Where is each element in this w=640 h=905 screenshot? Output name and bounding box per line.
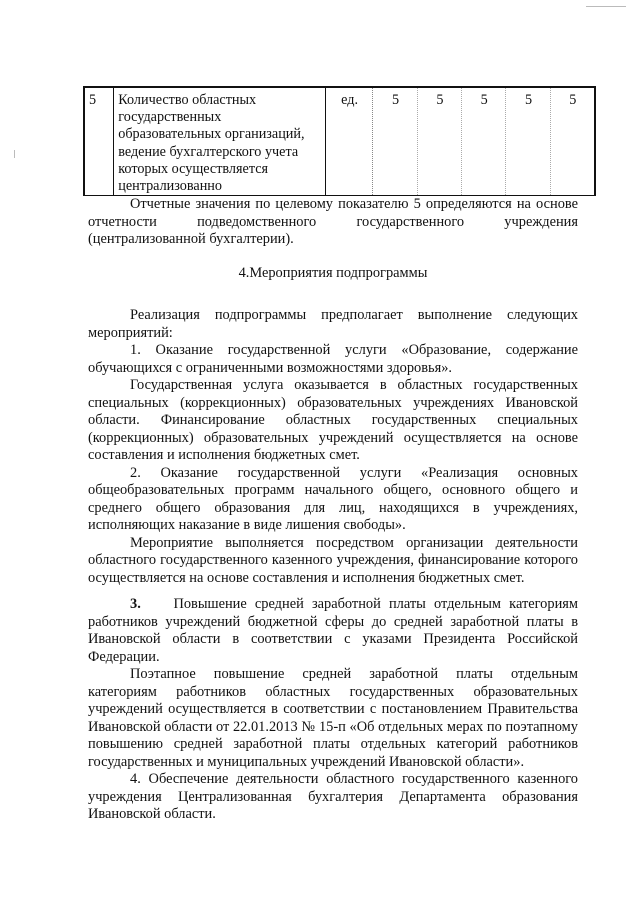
- item-3-description: Поэтапное повышение средней заработной платы отдельным категориям работников областных государственных образовательных учреждений осуществляется в соответствии с постановлением Правительства Ивановской области от 22.01.2013 № 15-п «Об отдельных мерах по поэтапному повышению средней заработной платы отдельных категорий работников государственных и муниципальных учреждений Ивановской области».: [88, 666, 578, 770]
- value-cell: 5: [462, 87, 506, 196]
- item-3-text: Повышение средней заработной платы отдельным категориям работников учреждений бюджетной сферы до средней заработной платы в Ивановской области в соответствии с указами Президента Российской Федерации.: [88, 596, 579, 665]
- row-number-cell: 5: [84, 87, 114, 196]
- section-body: [88, 307, 578, 824]
- item-3-number: 3.: [130, 596, 141, 612]
- indicator-table: [83, 86, 596, 196]
- indicator-name-cell: Количество областных государственных образовательных организаций, ведение бухгалтерского учета которых осуществляется централизованно: [114, 87, 326, 196]
- table-note: [88, 196, 578, 249]
- section-title: 4.Мероприятия подпрограммы: [238, 265, 428, 281]
- value-cell: 5: [373, 87, 417, 196]
- item-4-paragraph: 4. Обеспечение деятельности областного государственного казенного учреждения Централизованная бухгалтерия Департамента образования Ивановской области.: [88, 771, 578, 822]
- scan-artifact-dot: [14, 150, 15, 158]
- item-1-paragraph: 1. Оказание государственной услуги «Образование, содержание обучающихся с ограниченными возможностями здоровья».: [88, 342, 578, 376]
- item-2-description: Мероприятие выполняется посредством организации деятельности областного государственного казенного учреждения, финансирование которого осуществляется на основе составления и исполнения бюджетных смет.: [88, 534, 578, 586]
- item-3-paragraph: [88, 596, 578, 666]
- value-cell: 5: [550, 87, 595, 196]
- value-cell: 5: [506, 87, 550, 196]
- table-row: [84, 87, 595, 196]
- scan-artifact-line: [586, 6, 626, 7]
- intro-paragraph: Реализация подпрограммы предполагает выполнение следующих мероприятий:: [88, 307, 578, 341]
- item-1-description: Государственная услуга оказывается в областных государственных специальных (коррекционных) образовательных учреждениях Ивановской области. Финансирование областных государственных специальных (коррекционных) образовательных учреждений осуществляется на основе составления и исполнения бюджетных смет.: [88, 377, 578, 463]
- note-paragraph: Отчетные значения по целевому показателю 5 определяются на основе отчетности подведомственного государственного учреждения (централизованной бухгалтерии).: [88, 196, 578, 247]
- value-cell: 5: [417, 87, 461, 196]
- unit-cell: ед.: [325, 87, 373, 196]
- item-2-paragraph: 2. Оказание государственной услуги «Реализация основных общеобразовательных программ начального общего, основного общего и среднего общего образования для лиц, находящихся в учреждениях, исполняющих наказание в виде лишения свободы».: [88, 464, 578, 533]
